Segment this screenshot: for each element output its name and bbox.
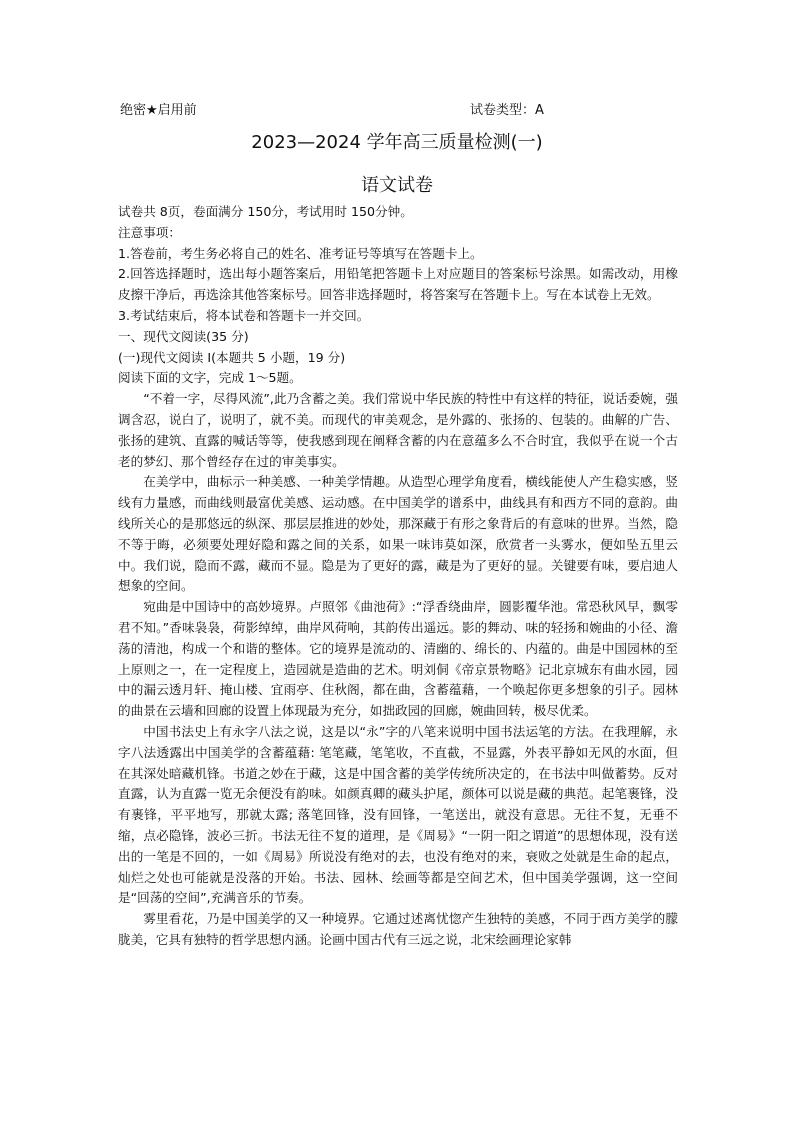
exam-title: 2023—2024 学年高三质量检测(一) xyxy=(251,132,543,153)
notes-heading: 注意事项： xyxy=(118,224,181,240)
passage-paragraph: “不着一字，尽得风流”,此乃含蓄之美。我们常说中华民族的特性中有这样的特征，说话委婉，强调含忍，说白了，说明了，就不美。而现代的审美观念，是外露的、张扬的、包装的。曲解的广告、张扬的建筑、直露的喊话等等，使我感到现在阐释含蓄的内在意蕴多么不合时宜，我似乎在说一个古老的梦幻、那个曾经存在过的审美事实。 xyxy=(118,391,678,469)
note-item: 2.回答选择题时，选出每小题答案后，用铅笔把答题卡上对应题目的答案标号涂黑。如需改动，用橡皮擦干净后，再选涂其他答案标号。回答非选择题时，将答案写在答题卡上。写在本试卷上无效。 xyxy=(118,266,678,303)
note-item: 1.答卷前，考生务必将自己的姓名、准考证号等填写在答题卡上。 xyxy=(118,245,483,261)
passage-paragraph: 雾里看花，乃是中国美学的又一种境界。它通过述离忧惚产生独特的美感，不同于西方美学的朦胧美，它具有独特的哲学思想内涵。论画中国古代有三远之说，北宋绘画理论家韩 xyxy=(118,911,678,947)
passage-paragraph: 宛曲是中国诗中的高妙境界。卢照邻《曲池荷》:“浮香绕曲岸，圆影覆华池。常恐秋风早，飘零君不知。”香味袅袅，荷影绰绰，曲岸风荷响，其韵传出遥远。影的舞动、味的轻扬和婉曲的小径、澹荡的清池，构成一个和谐的整体。它的境界是流动的、清幽的、绵长的、内蕴的。曲是中国园林的至上原则之一，在一定程度上，造园就是造曲的艺术。明刘侗《帝京景物略》记北京城东有曲水园，园中的漏云透月轩、掩山楼、宜雨亭、住秋阁，都在曲，含蓄蕴藉，一个唤起你更多想象的引子。园林的曲景在云墙和回廊的设置上体现最为充分，如拙政园的回廊，婉曲回转，极尽优柔。 xyxy=(118,599,678,719)
exam-info: 试卷共 8页，卷面满分 150分，考试用时 150分钟。 xyxy=(118,204,413,219)
confidential-label: 绝密★启用前 xyxy=(120,103,197,118)
subsection-heading: (一)现代文阅读 I(本题共 5 小题，19 分) xyxy=(118,349,346,365)
reading-instruction: 阅读下面的文字，完成 1～5题。 xyxy=(118,370,302,386)
note-item: 3.考试结束后，将本试卷和答题卡一并交回。 xyxy=(118,307,370,323)
exam-subtitle: 语文试卷 xyxy=(361,175,433,196)
paper-type-label: 试卷类型：A xyxy=(470,103,544,118)
passage-paragraph: 中国书法史上有永字八法之说，这是以“永”字的八笔来说明中国书法运笔的方法。在我理解，永字八法透露出中国美学的含蓄蕴藉: 笔笔藏，笔笔收，不直截，不显露，外表平静如无风的水面，但在其深处暗藏机锋。书道之妙在于藏，这是中国含蓄的美学传统所决定的，在书法中叫做蓄势。反对直露，认为直露一览无余便没有韵味。如颜真卿的藏头护尾，颜体可以说是藏的典范。起笔裹锋，没有裹锋，平平地写，那就太露; 落笔回锋，没有回锋，一笔送出，就没有意思。无往不复，无垂不缩，点必隐锋，波必三折。书法无往不复的道理，是《周易》“一阴一阳之谓道”的思想体现，没有送出的一笔是不回的，一如《周易》所说没有绝对的去，也没有绝对的来，衰败之处就是生命的起点，灿烂之处也可能就是没落的开始。书法、园林、绘画等都是空间艺术，但中国美学强调，这一空间是“回荡的空间”,充满音乐的节奏。 xyxy=(118,723,678,906)
exam-body xyxy=(118,202,678,951)
section-heading: 一、现代文阅读(35 分) xyxy=(118,328,249,344)
passage-paragraph: 在美学中，曲标示一种美感、一种美学情趣。从造型心理学角度看，横线能使人产生稳实感，竖线有力量感，而曲线则最富优美感、运动感。在中国美学的谱系中，曲线具有和西方不同的意韵。曲线所关心的是那悠远的纵深、那层层推进的妙处，那深藏于有形之象背后的有意味的世界。当然，隐不等于晦，必须要处理好隐和露之间的关系，如果一味讳莫如深，欣赏者一头雾水，便如坠五里云中。我们说，隐而不露，藏而不显。隐是为了更好的露，藏是为了更好的显。关键要有味，要启迪人想象的空间。 xyxy=(118,474,678,594)
